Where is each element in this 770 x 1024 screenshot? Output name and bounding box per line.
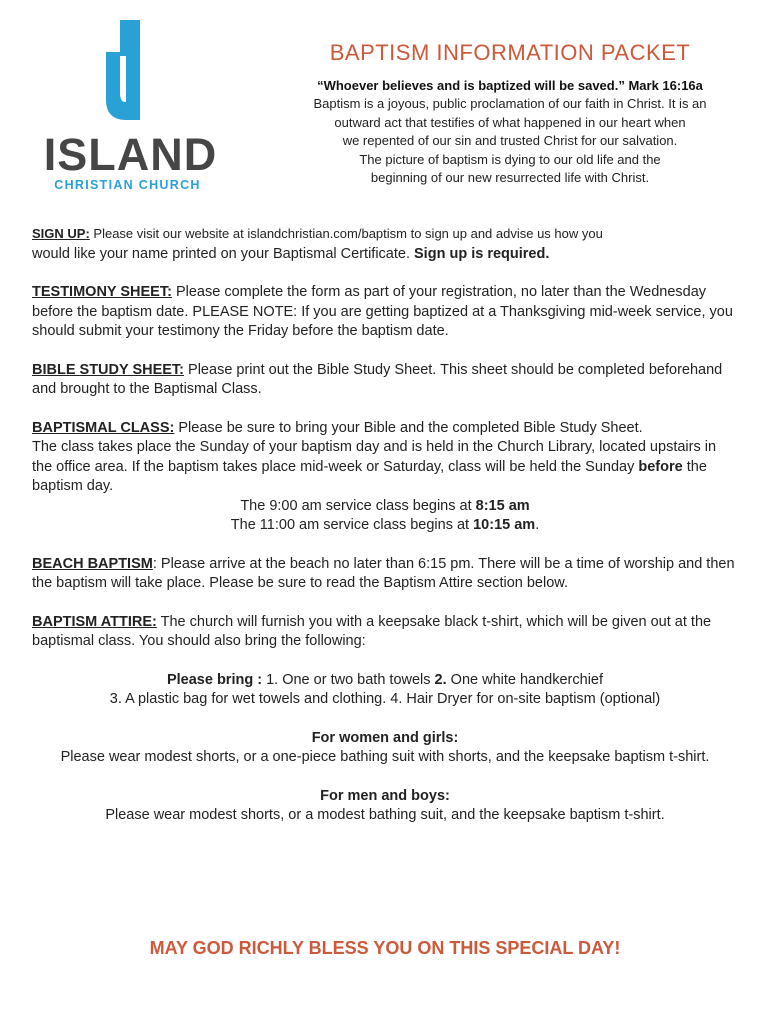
- class-time-value: 8:15 am: [475, 497, 530, 514]
- intro-line: outward act that testifies of what happened in our heart when: [334, 114, 686, 130]
- section-bold: Sign up is required.: [414, 245, 550, 262]
- bring-item: 3. A plastic bag for wet towels and clothing. 4. Hair Dryer for on-site baptism (optional): [109, 691, 661, 707]
- bible-study-section: [32, 361, 738, 400]
- section-label: BIBLE STUDY SHEET:: [32, 361, 185, 378]
- men-attire: [32, 787, 738, 826]
- section-label: TESTIMONY SHEET:: [32, 284, 172, 300]
- bring-list: [32, 671, 738, 710]
- testimony-section: [32, 283, 738, 342]
- section-label: SIGN UP:: [32, 226, 90, 241]
- baptism-attire-section: [32, 613, 738, 826]
- signup-section: [32, 224, 738, 264]
- section-bold: before: [638, 458, 683, 475]
- intro-line: The picture of baptism is dying to our old life and the: [359, 151, 661, 167]
- intro-line: we repented of our sin and trusted Christ for our salvation.: [342, 133, 678, 148]
- women-text: Please wear modest shorts, or a one-piece bathing suit with shorts, and the keepsake baptism t-shirt.: [60, 749, 710, 765]
- logo-wordmark: ISLAND: [43, 129, 218, 180]
- section-text: Please complete the form as part of your registration, no later than the Wednesday before the baptism date. PLEASE NOTE: If you are getting baptized at a Thanksgiving mid-week service, you should submit your testimony the Friday before the baptism date.: [32, 284, 733, 339]
- bring-item: 1. One or two bath towels: [262, 671, 435, 688]
- intro-line: beginning of our new resurrected life with Christ.: [370, 170, 650, 185]
- header: [260, 40, 760, 188]
- section-text: Please visit our website at islandchristian.com/baptism to sign up and advise us how you: [89, 226, 603, 241]
- class-time-text: The 11:00 am service class begins at: [230, 517, 474, 533]
- section-label: BAPTISMAL CLASS:: [32, 419, 175, 436]
- class-time-value: 10:15 am: [473, 517, 536, 533]
- page-title: BAPTISM INFORMATION PACKET: [329, 40, 691, 65]
- beach-baptism-section: [32, 555, 738, 594]
- section-text: Please print out the Bible Study Sheet. This sheet should be completed beforehand and brought to the Baptismal Class.: [32, 361, 723, 397]
- men-label: For men and boys:: [320, 787, 450, 804]
- section-text: would like your name printed on your Baptismal Certificate.: [32, 245, 415, 262]
- section-label: BEACH BAPTISM: [32, 555, 153, 572]
- section-text: Please be sure to bring your Bible and the completed Bible Study Sheet.: [174, 419, 643, 436]
- women-label: For women and girls:: [311, 729, 459, 746]
- baptismal-class-section: [32, 419, 738, 536]
- section-label: BAPTISM ATTIRE:: [32, 613, 157, 630]
- class-time-line: [32, 516, 738, 536]
- bring-number: 2.: [434, 671, 447, 688]
- men-text: Please wear modest shorts, or a modest bathing suit, and the keepsake baptism t-shirt.: [105, 807, 665, 823]
- bring-item: One white handkerchief: [446, 671, 604, 688]
- cross-icon: [106, 20, 150, 120]
- class-time-line: [32, 497, 738, 517]
- section-text: : Please arrive at the beach no later than 6:15 pm. There will be a time of worship and then the baptism will take place. Please be sure to read the Baptism Attire section below.: [32, 555, 735, 591]
- section-text: The class takes place the Sunday of your baptism day and is held in the Church Library, located upstairs in the office area. If the baptism takes place mid-week or Saturday, class will be held the Sunday: [32, 439, 717, 475]
- women-attire: [32, 729, 738, 768]
- logo-subtitle: CHRISTIAN CHURCH: [54, 178, 201, 192]
- intro-line: Baptism is a joyous, public proclamation of our faith in Christ. It is an: [313, 96, 707, 111]
- closing-blessing: MAY GOD RICHLY BLESS YOU ON THIS SPECIAL DAY!: [149, 938, 621, 958]
- church-logo: [40, 20, 218, 195]
- section-text: The church will furnish you with a keepsake black t-shirt, which will be given out at the baptismal class. You should also bring the following:: [32, 613, 712, 649]
- intro-text: [260, 95, 760, 188]
- class-time-text: The 9:00 am service class begins at: [240, 497, 476, 514]
- document-body: [32, 224, 738, 845]
- class-time-text: .: [535, 517, 540, 533]
- bring-label: Please bring :: [166, 671, 263, 688]
- scripture-quote: “Whoever believes and is baptized will be saved.” Mark 16:16a: [317, 78, 703, 93]
- section-text: the baptism day.: [32, 458, 707, 494]
